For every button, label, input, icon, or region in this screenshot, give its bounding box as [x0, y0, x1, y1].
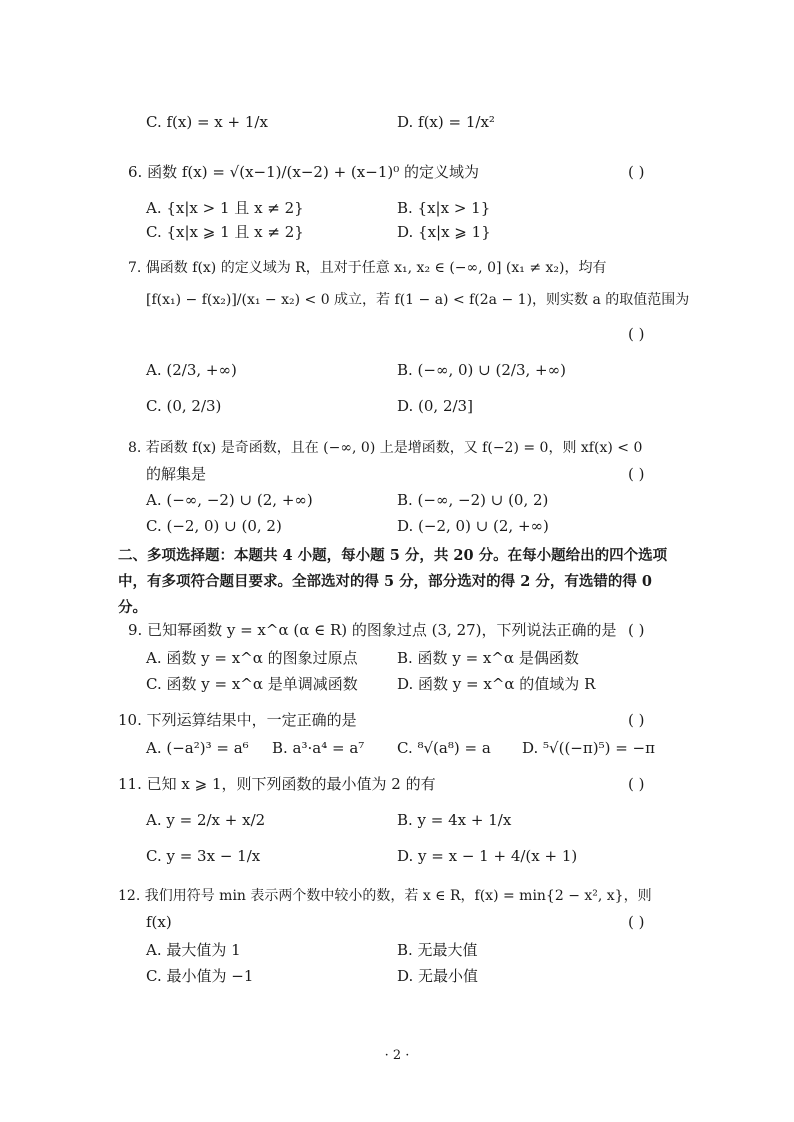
- q10-option-c: C. ⁸√(a⁸) = a: [397, 739, 491, 757]
- section-2-line-3: 分。: [118, 599, 147, 616]
- section-2-line-2: 中，有多项符合题目要求。全部选对的得 5 分，部分选对的得 2 分，有选错的得 0: [118, 573, 653, 590]
- q11-option-b: B. y = 4x + 1/x: [397, 811, 512, 829]
- q6-option-b: B. {x|x > 1}: [397, 199, 491, 217]
- q10-answer-paren: ( ): [628, 711, 645, 729]
- q11-option-d: D. y = x − 1 + 4/(x + 1): [397, 847, 578, 865]
- q9-option-b: B. 函数 y = x^α 是偶函数: [397, 649, 579, 667]
- q8-option-a: A. (−∞, −2) ∪ (2, +∞): [146, 491, 313, 509]
- q6-option-d: D. {x|x ⩾ 1}: [397, 223, 491, 241]
- q8-option-b: B. (−∞, −2) ∪ (0, 2): [397, 491, 549, 509]
- q7-option-a: A. (2/3, +∞): [146, 361, 237, 379]
- q7-line-1: 7. 偶函数 f(x) 的定义域为 R，且对于任意 x₁, x₂ ∈ (−∞, 0] (x₁ ≠ x₂)，均有: [128, 260, 607, 276]
- section-2-line-1: 二、多项选择题：本题共 4 小题，每小题 5 分，共 20 分。在每小题给出的四个选项: [118, 547, 668, 564]
- q10-option-a: A. (−a²)³ = a⁶: [146, 739, 249, 757]
- q7-option-b: B. (−∞, 0) ∪ (2/3, +∞): [397, 361, 566, 379]
- q9-option-a: A. 函数 y = x^α 的图象过原点: [146, 649, 358, 667]
- q8-option-c: C. (−2, 0) ∪ (0, 2): [146, 517, 282, 535]
- q8-line-2: 的解集是: [146, 465, 207, 483]
- q10-option-b: B. a³·a⁴ = a⁷: [272, 739, 365, 757]
- q6-option-a: A. {x|x > 1 且 x ≠ 2}: [146, 199, 304, 217]
- q5-option-c: C. f(x) = x + 1/x: [146, 113, 268, 131]
- q9-answer-paren: ( ): [628, 621, 645, 639]
- q12-option-d: D. 无最小值: [397, 967, 479, 985]
- q6-stem: 6. 函数 f(x) = √(x−1)/(x−2) + (x−1)⁰ 的定义域为: [128, 163, 479, 181]
- q12-line-2: f(x): [146, 913, 172, 931]
- q6-answer-paren: ( ): [628, 163, 645, 181]
- q7-answer-paren: ( ): [628, 325, 645, 343]
- q11-option-a: A. y = 2/x + x/2: [146, 811, 266, 829]
- q9-option-d: D. 函数 y = x^α 的值域为 R: [397, 675, 596, 693]
- q12-option-b: B. 无最大值: [397, 941, 478, 959]
- q8-line-1: 8. 若函数 f(x) 是奇函数，且在 (−∞, 0) 上是增函数，又 f(−2) = 0，则 xf(x) < 0: [128, 440, 643, 456]
- q7-option-d: D. (0, 2/3]: [397, 397, 473, 415]
- q9-option-c: C. 函数 y = x^α 是单调减函数: [146, 675, 358, 693]
- q11-stem: 11. 已知 x ⩾ 1，则下列函数的最小值为 2 的有: [118, 775, 436, 793]
- q11-option-c: C. y = 3x − 1/x: [146, 847, 261, 865]
- q10-stem: 10. 下列运算结果中，一定正确的是: [118, 711, 357, 729]
- q7-option-c: C. (0, 2/3): [146, 397, 222, 415]
- q8-answer-paren: ( ): [628, 465, 645, 483]
- q5-option-d: D. f(x) = 1/x²: [397, 113, 495, 131]
- q11-answer-paren: ( ): [628, 775, 645, 793]
- q7-line-2: [f(x₁) − f(x₂)]/(x₁ − x₂) < 0 成立，若 f(1 − a) < f(2a − 1)，则实数 a 的取值范围为: [146, 292, 690, 308]
- q12-answer-paren: ( ): [628, 913, 645, 931]
- q12-option-a: A. 最大值为 1: [146, 941, 241, 959]
- q8-option-d: D. (−2, 0) ∪ (2, +∞): [397, 517, 549, 535]
- q6-option-c: C. {x|x ⩾ 1 且 x ≠ 2}: [146, 223, 304, 241]
- q12-line-1: 12. 我们用符号 min 表示两个数中较小的数，若 x ∈ R，f(x) = min{2 − x², x}，则: [118, 888, 652, 904]
- page-number: · 2 ·: [384, 1048, 410, 1063]
- q12-option-c: C. 最小值为 −1: [146, 967, 254, 985]
- q9-stem: 9. 已知幂函数 y = x^α (α ∈ R) 的图象过点 (3, 27)，下列说法正确的是: [128, 621, 617, 639]
- q10-option-d: D. ⁵√((−π)⁵) = −π: [522, 739, 655, 757]
